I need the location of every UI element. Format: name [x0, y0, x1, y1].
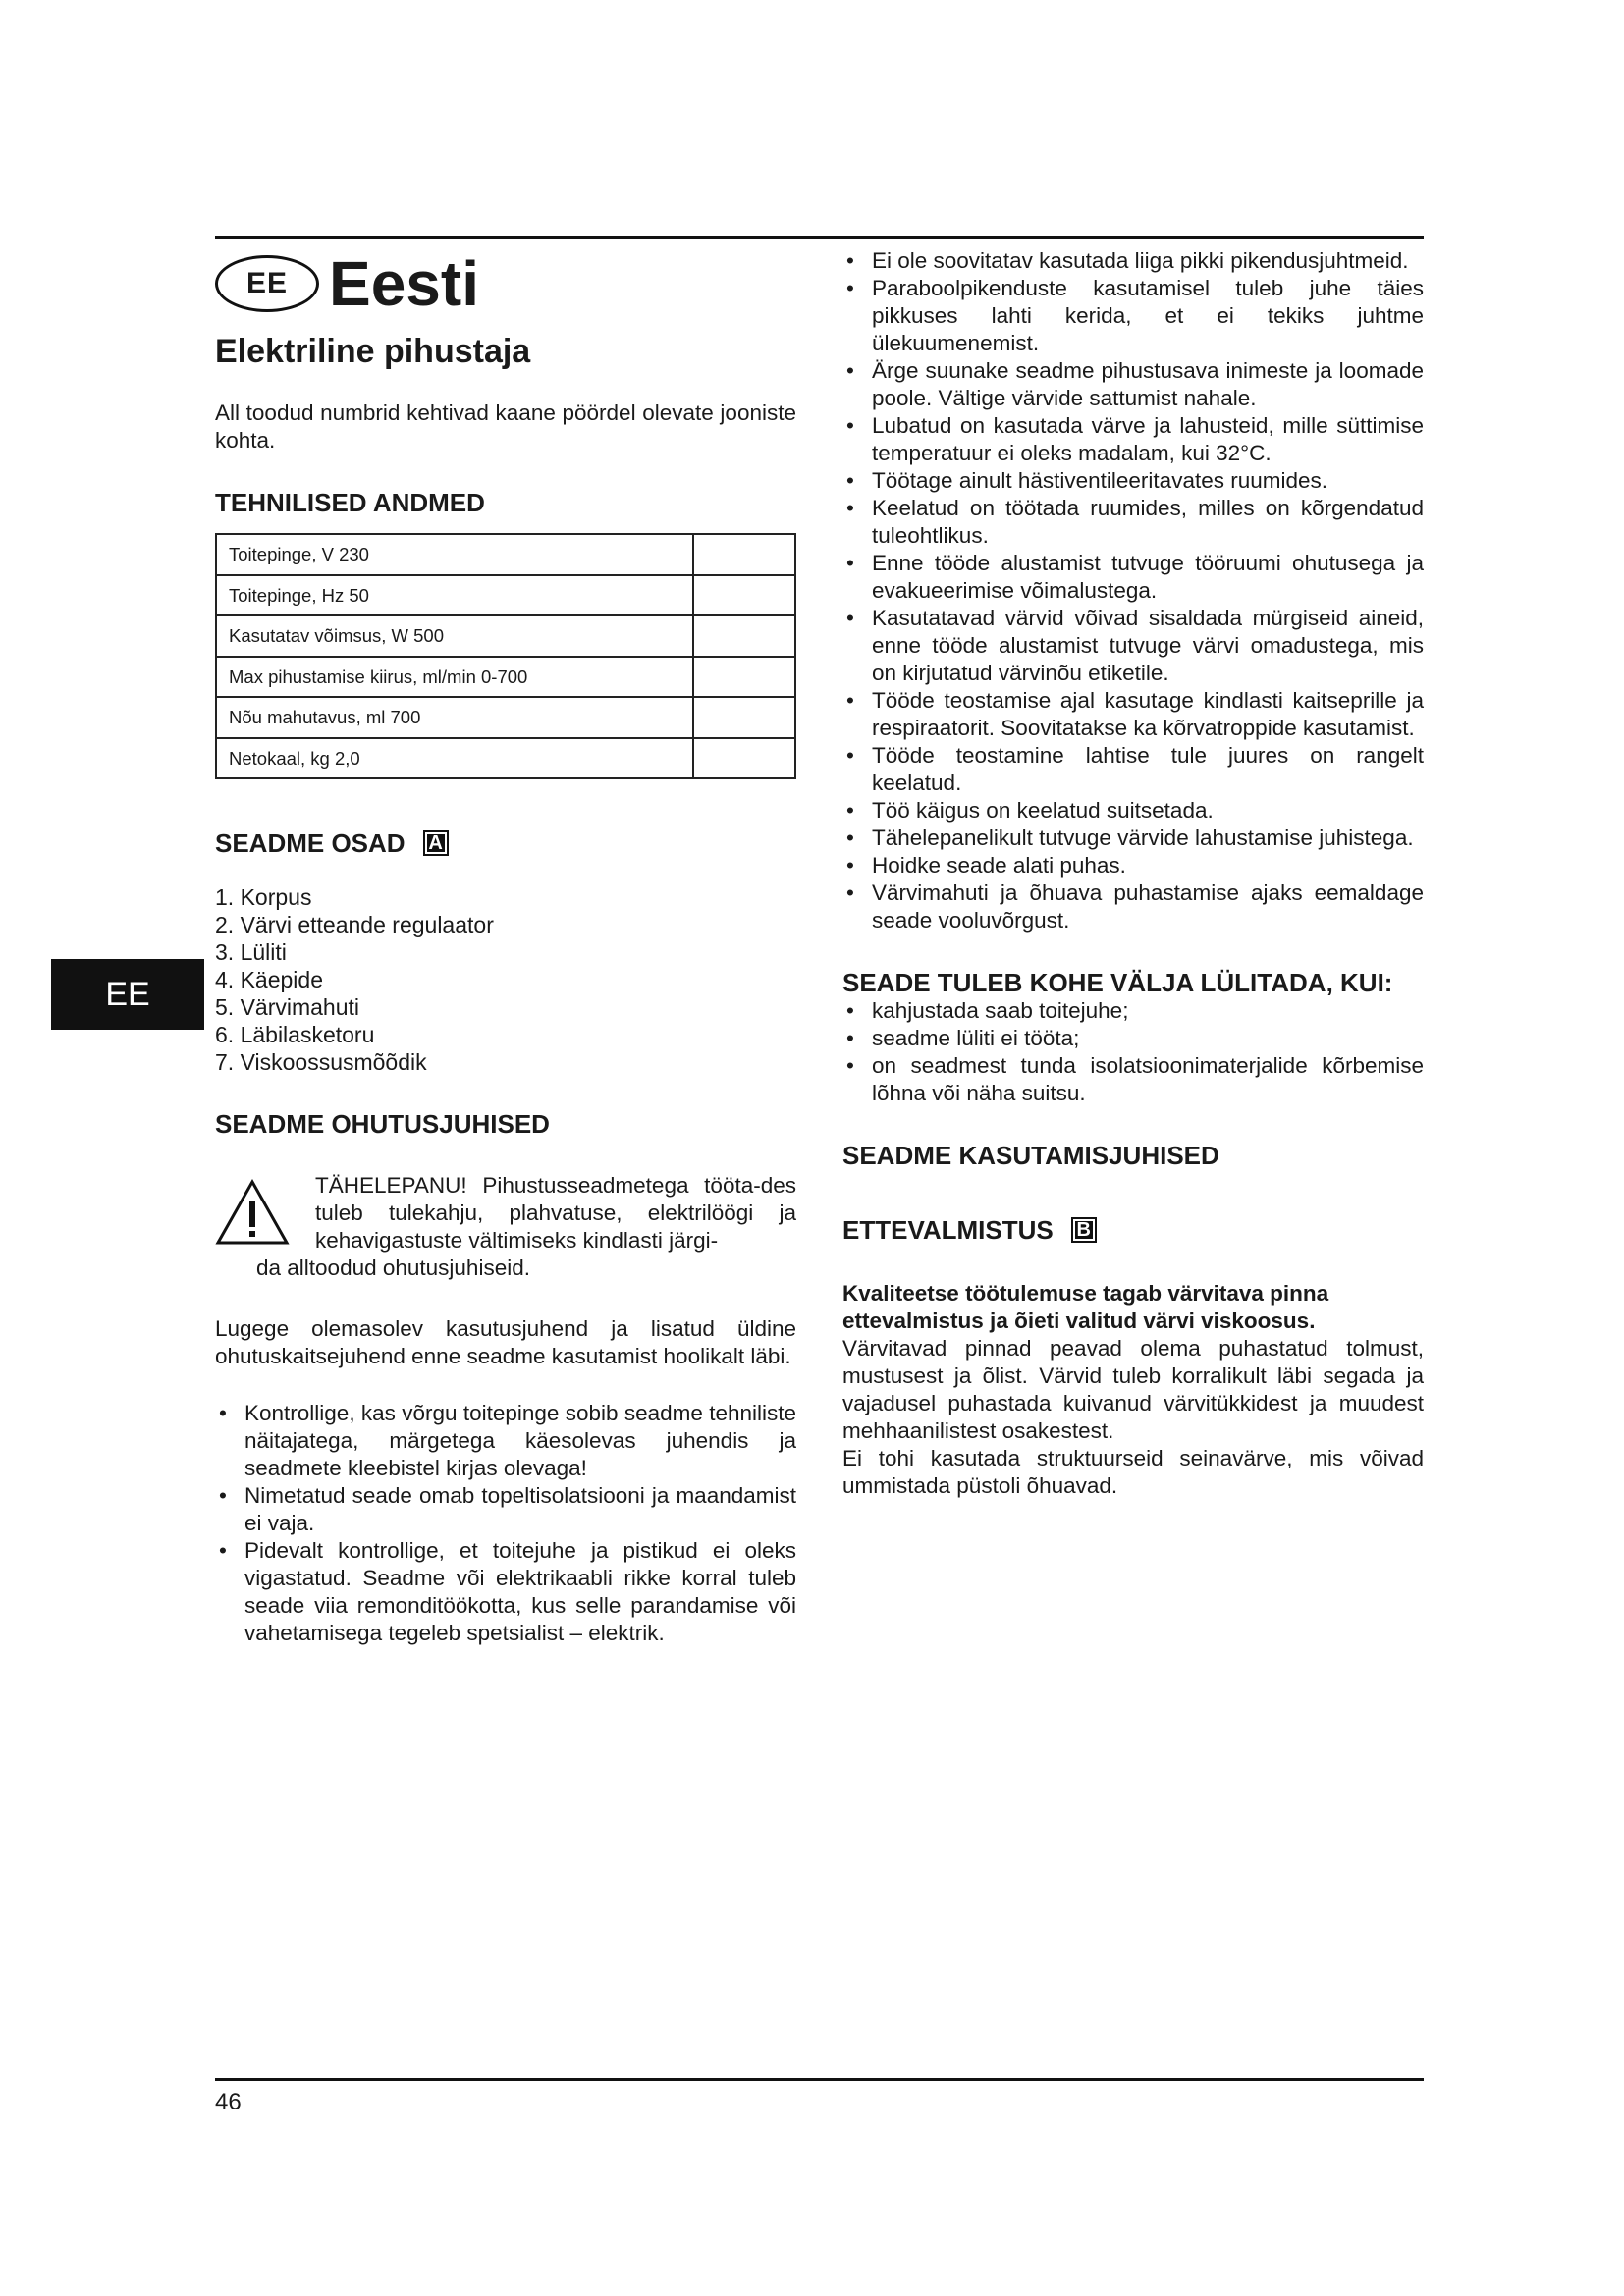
table-cell-empty	[693, 575, 795, 616]
list-item: 5. Värvimahuti	[215, 994, 360, 1021]
tech-data-table	[215, 533, 796, 779]
table-cell: Toitepinge, V 230	[216, 534, 693, 575]
figure-a-label: A	[423, 830, 449, 856]
table-row	[216, 657, 795, 698]
parts-heading-row	[215, 828, 796, 858]
intro-text: All toodud numbrid kehtivad kaane pöördel olevate jooniste kohta.	[215, 400, 796, 454]
list-item: • Nimetatud seade omab topeltisolatsiooni ja maandamist ei vaja.	[215, 1482, 796, 1537]
list-item: • Tööde teostamine lahtise tule juures on rangelt keelatud.	[842, 742, 1424, 797]
safety-list-right	[842, 247, 1424, 934]
table-row	[216, 738, 795, 779]
language-header	[215, 249, 796, 318]
table-cell-empty	[693, 615, 795, 657]
prep-heading: ETTEVALMISTUS	[842, 1215, 1054, 1245]
list-item: • Tööde teostamise ajal kasutage kindlasti kaitseprille ja respiraatorit. Soovitatakse ka kõrvatroppide kasutamist.	[842, 687, 1424, 742]
left-column	[215, 247, 796, 1647]
switch-off-list	[842, 997, 1424, 1107]
switch-off-heading: SEADE TULEB KOHE VÄLJA LÜLITADA, KUI:	[842, 968, 1393, 997]
table-cell: Nõu mahutavus, ml 700	[216, 697, 693, 738]
usage-heading: SEADME KASUTAMISJUHISED	[842, 1141, 1219, 1170]
warning-triangle-icon	[215, 1172, 294, 1255]
table-cell-empty	[693, 657, 795, 698]
safety-heading: SEADME OHUTUSJUHISED	[215, 1109, 550, 1140]
list-item: • Hoidke seade alati puhas.	[842, 852, 1424, 880]
list-item: • Töö käigus on keelatud suitsetada.	[842, 797, 1424, 825]
table-row	[216, 534, 795, 575]
list-item: • Paraboolpikenduste kasutamisel tuleb juhe täies pikkuses lahti kerida, et ei tekiks juhtme ülekuumenemist.	[842, 275, 1424, 357]
table-cell: Kasutatav võimsus, W 500	[216, 615, 693, 657]
prep-heading-row	[842, 1215, 1424, 1245]
manual-reminder: Lugege olemasolev kasutusjuhend ja lisatud üldine ohutuskaitsejuhend enne seadme kasutamist hoolikalt läbi.	[215, 1316, 796, 1369]
table-row	[216, 697, 795, 738]
list-item: • seadme lüliti ei tööta;	[842, 1025, 1424, 1052]
list-item: • Kasutatavad värvid võivad sisaldada mürgiseid aineid, enne tööde alustamist tutvuge värvi omadustega, mis on kirjutatud värvinõu etiketile.	[842, 605, 1424, 687]
tech-data-heading: TEHNILISED ANDMED	[215, 488, 485, 518]
list-item: 7. Viskoossusmõõdik	[215, 1049, 427, 1076]
table-cell-empty	[693, 697, 795, 738]
prep-text-2: Ei tohi kasutada struktuurseid seinavärve, mis võivad ummistada püstoli õhuavad.	[842, 1446, 1424, 1498]
list-item: 6. Läbilasketoru	[215, 1022, 375, 1048]
prep-lead: Kvaliteetse töötulemuse tagab värvitava pinna ettevalmistus ja õieti valitud värvi viskoosus.	[842, 1281, 1329, 1333]
list-item: • Keelatud on töötada ruumides, milles on kõrgendatud tuleohtlikus.	[842, 495, 1424, 550]
table-row	[216, 575, 795, 616]
list-item: • Pidevalt kontrollige, et toitejuhe ja pistikud ei oleks vigastatud. Seadme või elektrikaabli rikke korral tuleb seade viia remonditöökotta, kus selle parandamise või vahetamisega tegeleb spetsialist – elektrik.	[215, 1537, 796, 1647]
parts-heading: SEADME OSAD	[215, 828, 406, 859]
warning-text-tail: da alltoodud ohutusjuhiseid.	[256, 1255, 530, 1281]
document-title: Elektriline pihustaja	[215, 333, 531, 370]
figure-b-label: B	[1071, 1217, 1097, 1243]
table-cell-empty	[693, 738, 795, 779]
top-rule	[215, 236, 1424, 239]
table-cell-empty	[693, 534, 795, 575]
table-cell: Toitepinge, Hz 50	[216, 575, 693, 616]
warning-block	[215, 1172, 796, 1255]
right-column	[842, 247, 1424, 1500]
list-item: • kahjustada saab toitejuhe;	[842, 997, 1424, 1025]
list-item: • Ärge suunake seadme pihustusava inimeste ja loomade poole. Vältige värvide sattumist nahale.	[842, 357, 1424, 412]
list-item: • Kontrollige, kas võrgu toitepinge sobib seadme tehniliste näitajatega, märgetega käesolevas juhendis ja seadmete kleebistel kirjas olevaga!	[215, 1400, 796, 1482]
safety-list-left	[215, 1400, 796, 1647]
warning-text: TÄHELEPANU! Pihustusseadmetega tööta-des tuleb tulekahju, plahvatuse, elektrilöögi ja kehavigastuste vältimiseks kindlasti järgi-	[315, 1173, 796, 1254]
page-number: 46	[215, 2089, 242, 2115]
language-code-badge: EE	[215, 255, 319, 312]
table-row	[216, 615, 795, 657]
list-item: 2. Värvi etteande regulaator	[215, 912, 494, 938]
list-item: • on seadmest tunda isolatsioonimaterjalide kõrbemise lõhna või näha suitsu.	[842, 1052, 1424, 1107]
list-item: • Töötage ainult hästiventileeritavates ruumides.	[842, 467, 1424, 495]
list-item: • Ei ole soovitatav kasutada liiga pikki pikendusjuhtmeid.	[842, 247, 1424, 275]
list-item: 1. Korpus	[215, 884, 312, 911]
language-side-tab: EE	[51, 959, 204, 1030]
list-item: 3. Lüliti	[215, 939, 287, 966]
language-name: Eesti	[329, 248, 479, 319]
parts-list	[215, 883, 796, 1076]
list-item: • Lubatud on kasutada värve ja lahusteid, mille süttimise temperatuur ei oleks madalam, kui 32°C.	[842, 412, 1424, 467]
list-item: • Enne tööde alustamist tutvuge tööruumi ohutusega ja evakueerimise võimalustega.	[842, 550, 1424, 605]
bottom-rule	[215, 2078, 1424, 2081]
list-item: • Värvimahuti ja õhuava puhastamise ajaks eemaldage seade vooluvõrgust.	[842, 880, 1424, 934]
prep-text-1: Värvitavad pinnad peavad olema puhastatud tolmust, mustusest ja õlist. Värvid tuleb korralikult läbi segada ja vajadusel puhastada kuivanud värvitükkidest ja muudest mehhaanilistest osakestest.	[842, 1336, 1424, 1443]
table-cell: Max pihustamise kiirus, ml/min 0-700	[216, 657, 693, 698]
list-item: • Tähelepanelikult tutvuge värvide lahustamise juhistega.	[842, 825, 1424, 852]
table-cell: Netokaal, kg 2,0	[216, 738, 693, 779]
list-item: 4. Käepide	[215, 967, 323, 993]
